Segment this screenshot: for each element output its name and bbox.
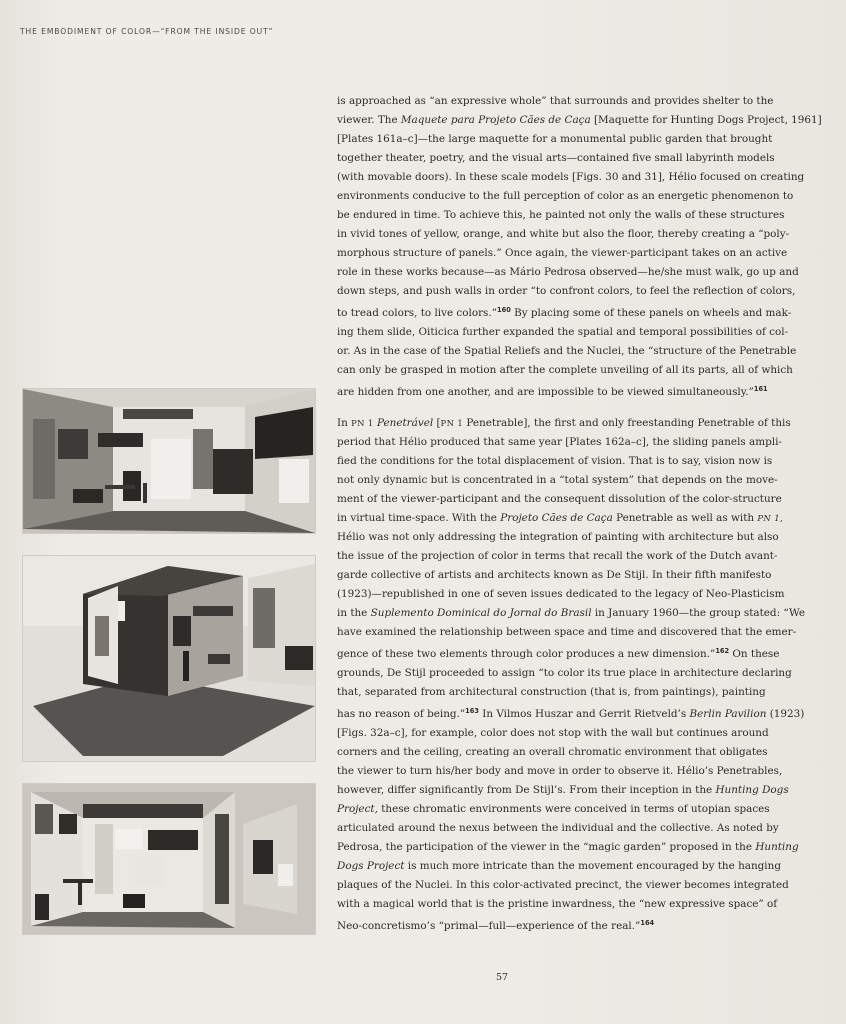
- text-line: in vivid tones of yellow, orange, and white but also the floor, thereby creating a “poly-: [337, 228, 790, 241]
- text-line: is approached as “an expressive whole” that surrounds and provides shelter to the: [337, 95, 774, 108]
- text-line: plaques of the Nuclei. In this color-activated precinct, the viewer becomes integrated: [337, 879, 789, 892]
- text-line: Neo-concretismo’s “primal—full—experience of the real.”$^{164}$: [337, 919, 655, 933]
- text-line: Dogs Project is much more intricate than the movement encouraged by the hanging: [337, 860, 781, 873]
- text-line: has no reason of being.”$^{163}$ In Vilmos Huszar and Gerrit Rietveld’s Berlin Pavilion (1923): [337, 707, 805, 721]
- text-line: [Plates 161a–c]—the large maquette for a monumental public garden that brought: [337, 133, 773, 146]
- text-line: grounds, De Stijl proceeded to assign “to color its true place in architecture declaring: [337, 667, 792, 680]
- footnote-marker: 164: [640, 919, 655, 928]
- text-line: together theater, poetry, and the visual arts—contained five small labyrinth models: [337, 152, 775, 165]
- footnote-marker: 161: [753, 385, 768, 394]
- text-line: down steps, and push walls in order “to confront colors, to feel the reflection of colors,: [337, 285, 796, 298]
- text-line: the viewer to turn his/her body and move in order to observe it. Hélio’s Penetrables,: [337, 765, 783, 778]
- text-line: Project, these chromatic environments were conceived in terms of utopian spaces: [337, 803, 770, 816]
- body-paragraph-2: [337, 414, 805, 936]
- text-line: have examined the relationship between space and time and discovered that the emer-: [337, 626, 797, 639]
- text-line: (with movable doors). In these scale models [Figs. 30 and 31], Hélio focused on creating: [337, 171, 805, 184]
- text-line: not only dynamic but is concentrated in a “total system” that depends on the move-: [337, 474, 778, 487]
- running-head: THE EMBODIMENT OF COLOR—“FROM THE INSIDE OUT”: [20, 27, 274, 36]
- text-line: viewer. The Maquete para Projeto Cães de Caça [Maquette for Hunting Dogs Project, 1961]: [337, 114, 822, 127]
- text-line: corners and the ceiling, creating an overall chromatic environment that obligates: [337, 746, 768, 759]
- text-line: (1923)—republished in one of seven issues dedicated to the legacy of Neo-Plasticism: [337, 588, 785, 601]
- italic-title: Maquete para Projeto Cães de Caça: [400, 114, 591, 127]
- text-line: Hélio was not only addressing the integration of painting with architecture but also: [337, 531, 779, 544]
- page-number: 57: [496, 972, 509, 983]
- text-line: garde collective of artists and architects known as De Stijl. In their fifth manifesto: [337, 569, 772, 582]
- text-line: or. As in the case of the Spatial Reliefs and the Nuclei, the “structure of the Penetrable: [337, 345, 797, 358]
- figure-maquette-penetrable: [23, 556, 315, 761]
- text-line: gence of these two elements through color produces a new dimension.”$^{162}$ On these: [337, 647, 780, 661]
- text-line: role in these works because—as Mário Pedrosa observed—he/she must walk, go up and: [337, 266, 799, 279]
- figure-maquette-interior-2: [23, 784, 315, 934]
- text-line: environments conducive to the full perception of color as an energetic phenomenon to: [337, 190, 794, 203]
- text-line: ing them slide, Oiticica further expanded the spatial and temporal possibilities of col-: [337, 326, 789, 339]
- text-line: [Figs. 32a–c], for example, color does not stop with the wall but continues around: [337, 727, 769, 740]
- text-line: in virtual time-space. With the Projeto Cães de Caça Penetrable as well as with PN 1,: [337, 512, 784, 525]
- text-line: to tread colors, to live colors.”$^{160}$ By placing some of these panels on wheels and mak-: [337, 306, 792, 320]
- text-line: ment of the viewer-participant and the consequent dissolution of the color-structure: [337, 493, 782, 506]
- text-line: are hidden from one another, and are impossible to be viewed simultaneously.”$^{161}$: [337, 385, 768, 399]
- text-line: Pedrosa, the participation of the viewer in the “magic garden” proposed in the Hunting: [337, 841, 799, 854]
- body-paragraph-1: [337, 92, 822, 402]
- text-line: with a magical world that is the pristine inwardness, the “new expressive space” of: [337, 898, 778, 911]
- text-line: articulated around the nexus between the individual and the collective. As noted by: [337, 822, 779, 835]
- text-line: be endured in time. To achieve this, he painted not only the walls of these structures: [337, 209, 785, 222]
- text-line: fied the conditions for the total displacement of vision. That is to say, vision now is: [337, 455, 773, 468]
- text-line: In PN 1 Penetrável [PN 1 Penetrable], the first and only freestanding Penetrable of this: [337, 417, 791, 430]
- text-line: the issue of the projection of color in terms that recall the work of the Dutch avant-: [337, 550, 778, 563]
- figure-maquette-interior-1: [23, 389, 315, 533]
- footnote-marker: 160: [497, 306, 511, 315]
- text-line: period that Hélio produced that same year [Plates 162a–c], the sliding panels ampli-: [337, 436, 782, 449]
- text-line: morphous structure of panels.” Once again, the viewer-participant takes on an active: [337, 247, 788, 260]
- text-line: however, differ significantly from De Stijl’s. From their inception in the Hunting Dogs: [337, 784, 789, 797]
- text-line: in the Suplemento Dominical do Jornal do Brasil in January 1960—the group stated: “We: [337, 607, 805, 620]
- text-line: can only be grasped in motion after the complete unveiling of all its parts, all of which: [337, 364, 793, 377]
- footnote-marker: 163: [465, 707, 479, 716]
- text-line: that, separated from architectural construction (that is, from paintings), painting: [337, 686, 766, 699]
- footnote-marker: 162: [715, 647, 730, 656]
